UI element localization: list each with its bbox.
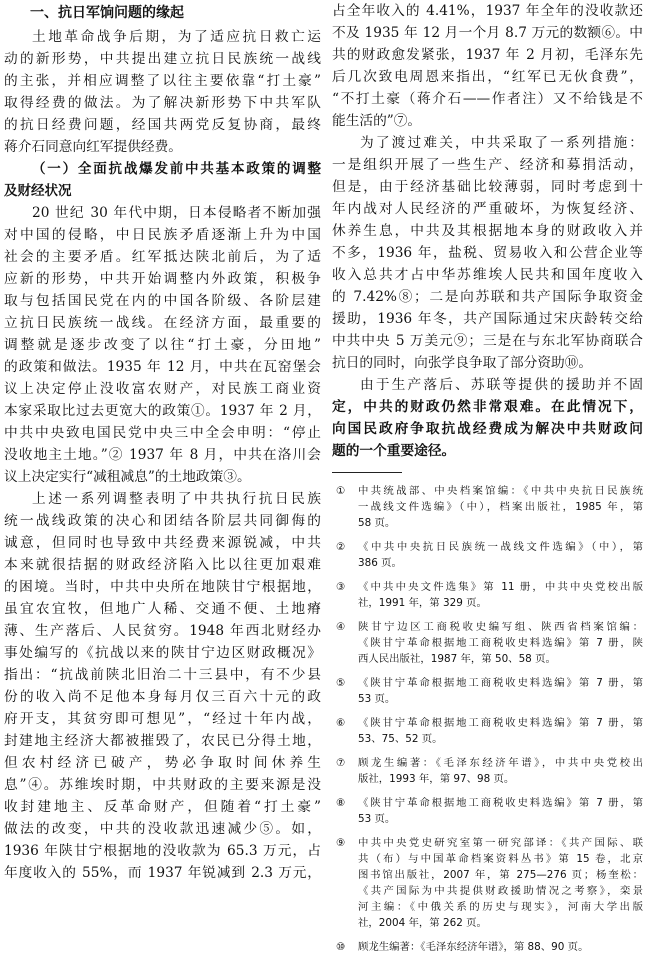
footnote-number: ⑩ (336, 941, 346, 953)
text-line: 统一战线政策的决心和团结各阶层共同御侮的 (4, 513, 321, 529)
footnote-line: 58 页。 (358, 517, 396, 529)
footnote-number: ⑤ (336, 677, 346, 689)
footnote-line: 河主编：《中俄关系的历史与现实》，河南大学出版 (358, 901, 643, 913)
text-line: 调整就是逐步改变了以往“打土豪，分田地” (4, 337, 321, 353)
text-line: 能生活的”⑦。 (332, 113, 422, 129)
text-line: 应新的形势，中共开始调整内外政策，积极争 (4, 271, 321, 287)
footnote-line: 《陕甘宁革命根据地工商税收史料选编》第 7 册，第 (358, 717, 643, 729)
footnote-line: 西人民出版社，1987 年，第 50、58 页。 (358, 653, 556, 665)
text-line: 抗日的同时，向张学良争取了部分资助⑩。 (332, 355, 593, 371)
footnote-text (358, 939, 643, 955)
text-line: 定，中共的财政仍然非常艰难。在此情况下， (332, 399, 643, 415)
footnote-line: 《共产国际为中共提供财政援助情况之考察》，栾景 (358, 885, 643, 897)
text-line: 动的新形势，中共提出建立抗日民族统一战线 (4, 51, 321, 67)
text-line: 事处编写的《抗战以来的陕甘宁边区财政概况》 (4, 645, 321, 661)
footnote-line: 共（布）与中国革命档案资料丛书》第 15 卷，北京 (358, 853, 643, 865)
footnote-number: ⑥ (336, 717, 346, 729)
subheading-line: 及财经状况 (4, 183, 72, 199)
footnote (332, 483, 643, 531)
text-line: 题的一个重要途径。 (332, 443, 456, 459)
text-line: 的抗日经费问题，经国共两党反复协商，最终 (4, 117, 321, 133)
footnote-text (358, 795, 643, 827)
text-line: 封建地主经济大都被摧毁了，农民已分得土地， (4, 733, 321, 749)
footnote-line: 顾龙生编著：《毛泽东经济年谱》，中共中央党校出 (358, 757, 643, 769)
text-line: 收封建地主、反革命财产，但随着“打土豪” (4, 799, 321, 815)
footnote (332, 579, 643, 611)
text-line: 不多，1936 年，盐税、贸易收入和公营企业等 (332, 245, 643, 261)
footnote-number: ⑦ (336, 757, 346, 769)
footnote (332, 619, 643, 667)
text-line: 由于生产落后、苏联等提供的援助并不固 (360, 377, 643, 393)
footnote-line: 《陕甘宁革命根据地工商税收史料选编》第 7 册，第 (358, 797, 643, 809)
text-line: 立抗日民族统一战线。在经济方面，最重要的 (4, 315, 321, 331)
footnote-line: 社，2004 年，第 262 页。 (358, 917, 487, 929)
text-line: 中共中央 5 万美元⑨；三是在与东北军协商联合 (332, 333, 643, 349)
text-line: “不打土豪（蒋介石——作者注）又不给钱是不 (332, 91, 643, 107)
footnote-text (358, 619, 643, 667)
footnotes (332, 483, 643, 955)
footnote-text (358, 835, 643, 931)
text-line: 后几次致电周恩来指出，“红军已无伙食费”， (332, 69, 643, 85)
text-line: 年内战对人民经济的严重破坏，为恢复经济、 (332, 201, 643, 217)
footnote (332, 755, 643, 787)
footnote-line: 386 页。 (358, 557, 402, 569)
text-line: 的困境。当时，中共中央所在地陕甘宁根据地， (4, 579, 321, 595)
footnote (332, 715, 643, 747)
text-line: 休养生息，中共及其根据地本身的财政收入并 (332, 223, 643, 239)
footnote-line: 一战线文件选编》（中），档案出版社，1985 年，第 (358, 501, 643, 513)
text-line: 份的收入尚不足他本身每月仅三百六十元的政 (4, 689, 321, 705)
text-line: 府开支，其贫穷即可想见”，“经过十年内战， (4, 711, 321, 727)
text-line: 1936 年陕甘宁根据地的没收款为 65.3 万元，占 (4, 843, 321, 859)
text-line: 取得经费的做法。为了解决新形势下中共军队 (4, 95, 321, 111)
text-line: 的政策和做法。1935 年 12 月，中共在瓦窑堡会 (4, 359, 321, 375)
footnote-line: 53、75、52 页。 (358, 733, 443, 745)
text-line: 诚意，但同时也导致中共经费来源锐减，中共 (4, 535, 321, 551)
paragraph-2 (4, 488, 321, 884)
paragraph-1 (4, 202, 321, 488)
intro-paragraph (4, 26, 321, 158)
text-line: 但是，由于经济基础比较薄弱，同时考虑到十 (332, 179, 643, 195)
text-line: 的主张，并相应调整了以往主要依靠“打土豪” (4, 73, 321, 89)
text-line: 没收地主土地。”② 1937 年 8 月，中共在洛川会 (4, 447, 321, 463)
text-line: 收入总共才占中华苏维埃人民共和国年度收入 (332, 267, 643, 283)
text-line: 息”④。苏维埃时期，中共财政的主要来源是没 (4, 777, 321, 793)
footnote-line: 顾龙生编著：《毛泽东经济年谱》，第 88、90 页。 (358, 941, 589, 953)
footnote-text (358, 579, 643, 611)
text-line: 占全年收入的 4.41%，1937 年全年的没收款还 (332, 3, 643, 19)
footnote-line: 图书馆出版社，2007 年，第 275—276 页；杨奎松： (358, 869, 643, 881)
footnote-line: 《中共中央文件选集》第 11 册，中共中央党校出版 (358, 581, 643, 593)
footnote-divider (332, 472, 402, 473)
footnote-line: 53 页。 (358, 693, 396, 705)
text-line: 本家采取比过去更宽大的政策①。1937 年 2 月， (4, 403, 321, 419)
text-line: 指出：“抗战前陕北旧治二十三县中，有不少县 (4, 667, 321, 683)
text-line: 年度收入的 55%，而 1937 年锐减到 2.3 万元， (4, 865, 321, 881)
text-line: 中共中央致电国民党中央三中全会申明：“停止 (4, 425, 321, 441)
footnote-line: 中共中央党史研究室第一研究部译：《共产国际、联 (358, 837, 643, 849)
text-line: 对中国的侵略，中日民族矛盾逐渐上升为中国 (4, 227, 321, 243)
footnote (332, 939, 643, 955)
subheading (4, 158, 321, 202)
text-line: 一是组织开展了一些生产、经济和募捐活动， (332, 157, 643, 173)
footnote-number: ① (336, 485, 346, 497)
footnote-text (358, 539, 643, 571)
text-line: 社会的主要矛盾。红军抵达陕北前后，为了适 (4, 249, 321, 265)
text-line: 蒋介石同意向红军提供经费。 (4, 139, 182, 155)
right-column (332, 0, 643, 963)
footnote-text (358, 675, 643, 707)
footnote-text (358, 483, 643, 531)
text-line: 向国民政府争取抗战经费成为解决中共财政问 (332, 421, 643, 437)
text-line: 上述一系列调整表明了中共执行抗日民族 (32, 491, 321, 507)
text-line: 共的财政愈发紧张，1937 年 2 月初，毛泽东先 (332, 47, 643, 63)
footnote-line: 《陕甘宁革命根据地工商税收史料选编》第 7 册，陕 (358, 637, 643, 649)
footnote-number: ② (336, 541, 346, 553)
footnote-line: 社，1991 年，第 329 页。 (358, 597, 487, 609)
text-line: 议上决定实行“减租减息”的土地政策③。 (4, 469, 251, 485)
footnote-number: ④ (336, 621, 346, 633)
footnote (332, 795, 643, 827)
text-line: 本来就很拮据的财政经济陷入比以往更加艰难 (4, 557, 321, 573)
left-column (4, 0, 321, 884)
subheading-line: （一）全面抗战爆发前中共基本政策的调整 (32, 161, 321, 177)
footnote (332, 675, 643, 707)
footnote-line: 陕甘宁边区工商税收史编写组、陕西省档案馆编： (358, 621, 643, 633)
text-line: 议上决定停止没收富农财产，对民族工商业资 (4, 381, 321, 397)
text-line: 20 世纪 30 年代中期，日本侵略者不断加强 (32, 205, 321, 221)
text-line: 做法的改变，中共的没收款迅速减少⑤。如， (4, 821, 321, 837)
text-line: 援助，1936 年冬，共产国际通过宋庆龄转交给 (332, 311, 643, 327)
footnote-text (358, 715, 643, 747)
text-line: 但农村经济已破产，势必争取时间休养生 (4, 755, 321, 771)
footnote (332, 835, 643, 931)
footnote-line: 版社，1993 年，第 97、98 页。 (358, 773, 515, 785)
footnote-line: 中共统战部、中央档案馆编：《中共中央抗日民族统 (358, 485, 643, 497)
text-line: 虽宜农宜牧，但地广人稀、交通不便、土地瘠 (4, 601, 321, 617)
paragraph-conclusion (332, 374, 643, 462)
footnote-line: 《陕甘宁革命根据地工商税收史料选编》第 7 册，第 (358, 677, 643, 689)
footnote-line: 53 页。 (358, 813, 396, 825)
paragraph-measures (332, 132, 643, 374)
text-line: 的 7.42%⑧；二是向苏联和共产国际争取资金 (332, 289, 643, 305)
text-line: 取与包括国民党在内的中国各阶级、各阶层建 (4, 293, 321, 309)
text-line: 土地革命战争后期，为了适应抗日救亡运 (32, 29, 321, 45)
section-title: 一、抗日军饷问题的缘起 (30, 5, 184, 21)
text-line: 为了渡过难关，中共采取了一系列措施： (360, 135, 643, 151)
text-line: 薄、生产落后、人民贫穷。1948 年西北财经办 (4, 623, 321, 639)
footnote-number: ⑧ (336, 797, 346, 809)
footnote-text (358, 755, 643, 787)
footnote-line: 《中共中央抗日民族统一战线文件选编》（中），第 (358, 541, 643, 553)
footnote-number: ⑨ (336, 837, 346, 849)
text-line: 不及 1935 年 12 月一个月 8.7 万元的数额⑥。中 (332, 25, 643, 41)
footnote-number: ③ (336, 581, 346, 593)
paragraph-continued (332, 0, 643, 132)
footnote (332, 539, 643, 571)
